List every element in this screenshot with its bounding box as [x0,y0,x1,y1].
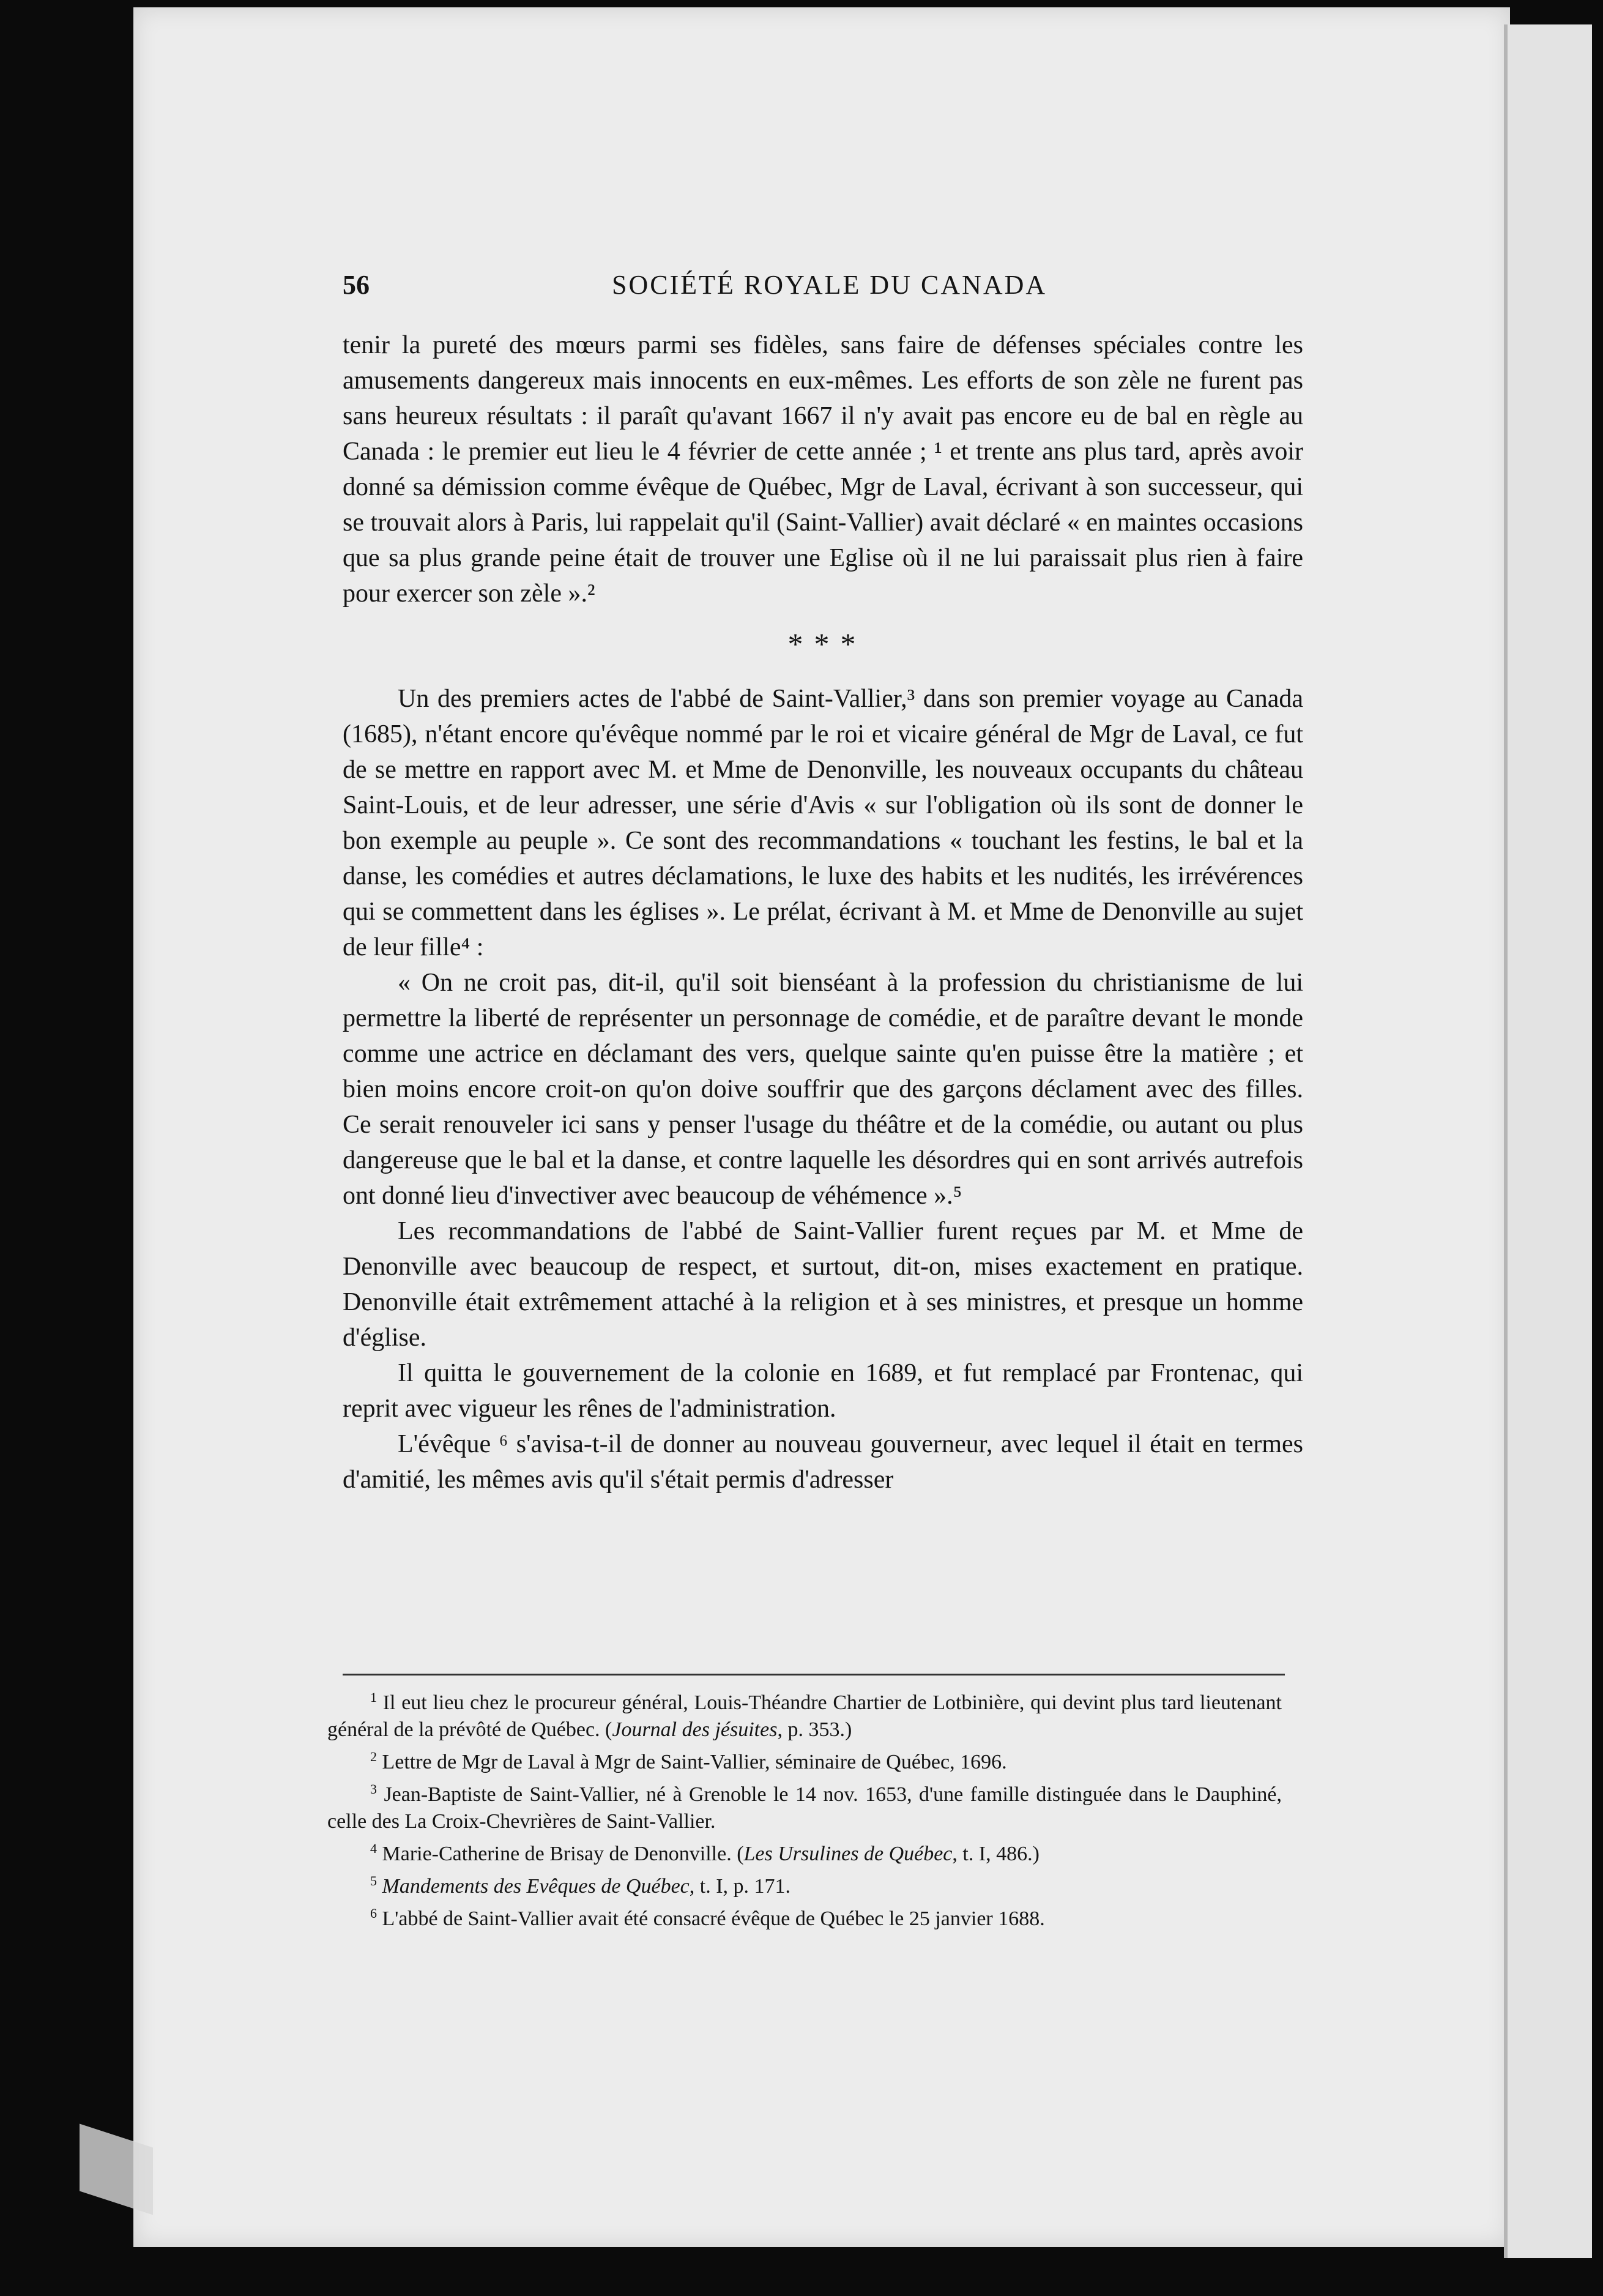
paragraph-2: Un des premiers actes de l'abbé de Saint-Vallier,³ dans son premier voyage au Canada (1685), n'étant encore qu'évêque nommé par le roi et vicaire général de Mgr de Laval, ce fut de se mettre en rapport avec M. et Mme de Denonville, les nouveaux occupants du château Saint-Louis, et de leur adresser, une série d'Avis « sur l'obligation où ils sont de donner le bon exemple au peuple ». Ce sont des recommandations « touchant les festins, le bal et la danse, les comédies et autres déclamations, le luxe des habits et les nudités, les irrévérences qui se commettent dans les églises ». Le prélat, écrivant à M. et Mme de Denonville au sujet de leur fille⁴ : [343,685,1303,961]
paragraph-5: Il quitta le gouvernement de la colonie en 1689, et fut remplacé par Frontenac, qui reprit avec vigueur les rênes de l'administration. [343,1359,1303,1423]
footnote-italic: Les Ursulines de Québec [743,1843,953,1865]
body-text [343,327,1303,1497]
footnotes [327,1684,1282,1933]
footnote-italic: Mandements des Evêques de Québec [382,1875,690,1898]
running-title: SOCIÉTÉ ROYALE DU CANADA [612,270,1047,300]
footnote-rule [343,1674,1285,1675]
footnote-after: , t. I, p. 171. [689,1875,791,1898]
footnote-mark: 6 [370,1906,377,1921]
footnote-text: Marie-Catherine de Brisay de Denonville. ( [382,1843,744,1865]
footnote-mark: 5 [370,1873,377,1888]
footnote-italic: Journal des jésuites [612,1718,778,1741]
footnote-mark: 2 [370,1749,377,1764]
paragraph-6: L'évêque ⁶ s'avisa-t-il de donner au nouveau gouverneur, avec lequel il était en termes d'amitié, les mêmes avis qu'il s'était permis d'adresser [343,1430,1303,1494]
paragraph-4: Les recommandations de l'abbé de Saint-Vallier furent reçues par M. et Mme de Denonville avec beaucoup de respect, et surtout, dit-on, mises exactement en pratique. Denonville était extrêmement attaché à la religion et à ses ministres, et presque un homme d'église. [343,1217,1303,1352]
paragraph-3-quotation: « On ne croit pas, dit-il, qu'il soit bienséant à la profession du christianisme de lui permettre la liberté de représenter un personnage de comédie, et de paraître devant le monde comme une actrice en déclamant des vers, quelque sainte qu'en puisse être la matière ; et bien moins encore croit-on qu'on doive souffrir que des garçons déclament avec des filles. Ce serait renouveler ici sans y penser l'usage du théâtre et de la comédie, ou autant ou plus dangereuse que le bal et la danse, et contre laquelle les désordres qui en sont arrivés autrefois ont donné lieu d'invectiver avec beaucoup de véhémence ».⁵ [343,969,1303,1210]
footnote [327,1835,1282,1868]
footnote [327,1684,1282,1743]
paragraph-1: tenir la pureté des mœurs parmi ses fidèles, sans faire de défenses spéciales contre les amusements dangereux mais innocents en eux-mêmes. Les efforts de son zèle ne furent pas sans heureux résultats : il paraît qu'avant 1667 il n'y avait pas encore eu de bal en règle au Canada : le premier eut lieu le 4 février de cette année ; ¹ et trente ans plus tard, après avoir donné sa démission comme évêque de Québec, Mgr de Laval, écrivant à son successeur, qui se trouvait alors à Paris, lui rappelait qu'il (Saint-Vallier) avait déclaré « en maintes occasions que sa plus grande peine était de trouver une Eglise où il ne lui paraissait plus rien à faire pour exercer son zèle ».² [343,331,1303,608]
footnote-mark: 3 [370,1781,377,1797]
footnote-after: , p. 353.) [777,1718,852,1741]
page-header [343,269,1303,312]
section-ornament: * * * [787,627,858,661]
footnote [327,1743,1282,1776]
footnote-mark: 1 [370,1690,377,1705]
footnote-after: , t. I, 486.) [952,1843,1040,1865]
footnote-text: Jean-Baptiste de Saint-Vallier, né à Grenoble le 14 nov. 1653, d'une famille distinguée dans le Dauphiné, celle des La Croix-Chevrières de Saint-Vallier. [327,1783,1282,1833]
footnote-text: Il eut lieu chez le procureur général, Louis-Théandre Chartier de Lotbinière, qui devint plus tard lieutenant général de la prévôté de Québec. ( [327,1691,1282,1741]
footnote-mark: 4 [370,1841,377,1856]
next-page-edge [1504,24,1592,2258]
footnote-text: L'abbé de Saint-Vallier avait été consacré évêque de Québec le 25 janvier 1688. [382,1907,1045,1930]
footnote [327,1900,1282,1933]
footnote [327,1868,1282,1900]
footnote-text: Lettre de Mgr de Laval à Mgr de Saint-Vallier, séminaire de Québec, 1696. [382,1751,1007,1773]
page-number: 56 [343,270,370,300]
footnote [327,1776,1282,1835]
